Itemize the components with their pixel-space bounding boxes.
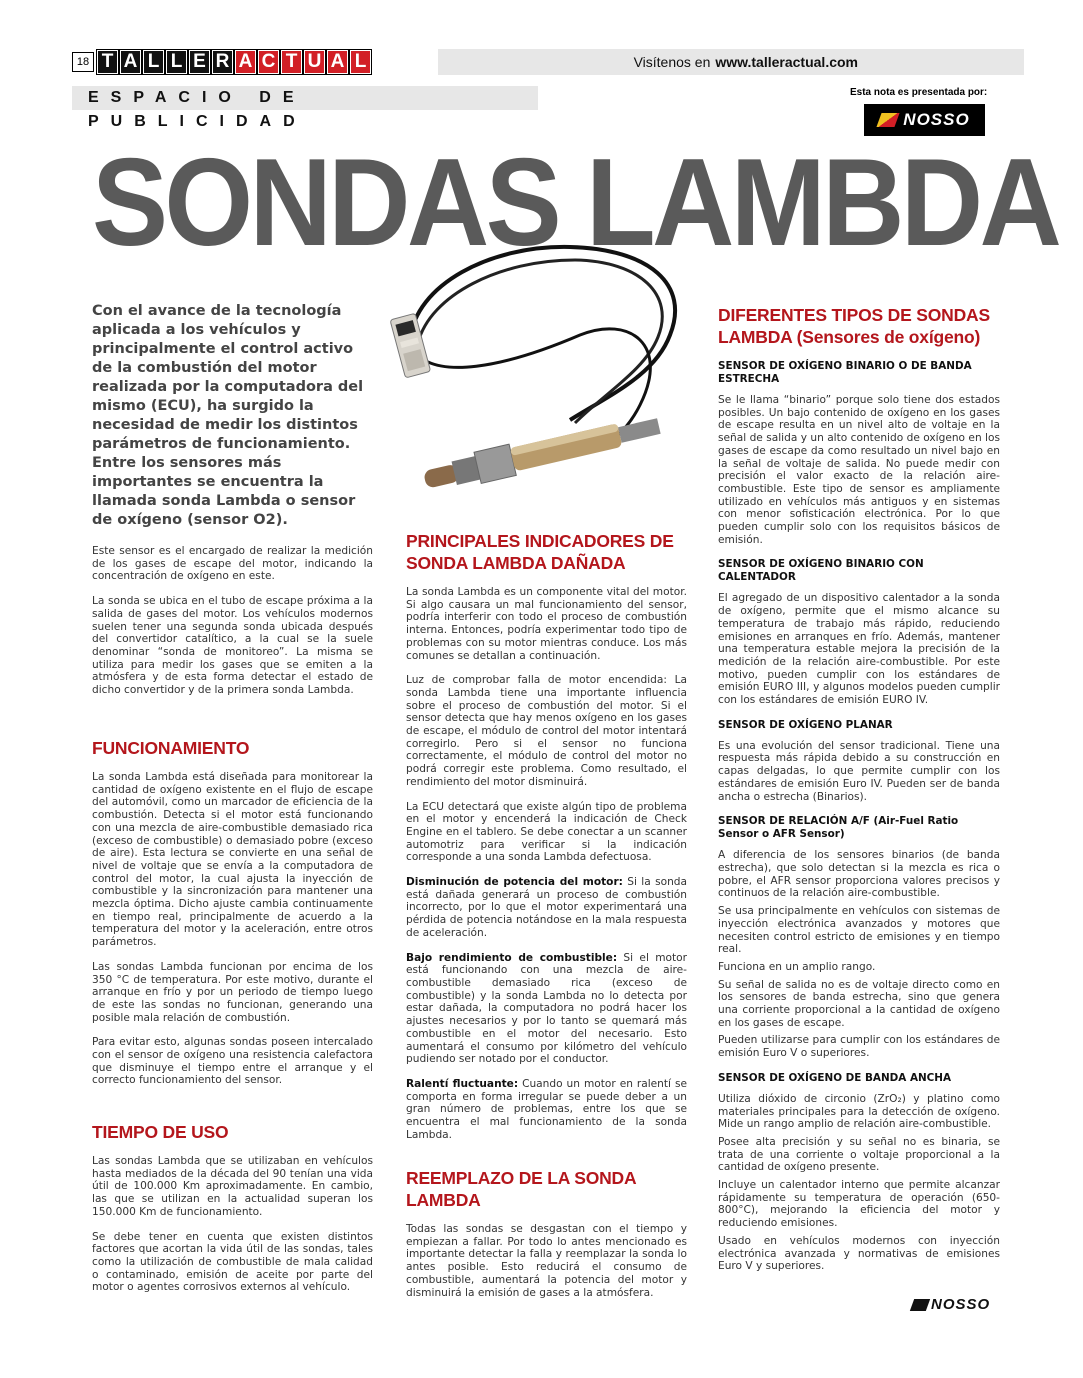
paragraph	[406, 952, 687, 1066]
paragraph: La ECU detectará que existe algún tipo de problema en el motor y encenderá la indicación de Check Engine en el tablero. Se debe conectar a un scanner automotriz para verificar si la indicación corresponde a una sonda Lambda defectuosa.	[406, 800, 687, 864]
paragraph	[406, 1078, 687, 1142]
nosso-mark-icon	[877, 113, 900, 127]
paragraph-text: Si el motor está funcionando con una mezcla de aire-combustible demasiado rica (exceso de combustible) y la sonda Lambda no lo detecta por estar dañada, la computadora no podrá hacer los ajustes necesarios y por lo tanto se quemará más combustible en el motor del necesario. Esto aumentará el consumo por kilómetro del vehículo pudiendo ser notado por el conductor.	[406, 951, 687, 1066]
paragraph: Se le llama “binario” porque solo tiene dos estados posibles. Un bajo contenido de oxígeno en los gases de escape resulta en un nivel alto de voltaje en la señal de salida y un alto contenido de oxígeno en los gases de escape da como resultado un nivel bajo en la señal de voltaje de salida. No puede medir con precisión el valor exacto de la relación aire-combustible. Este tipo de sensor es ampliamente utilizado en vehículos más antiguos y en sistemas con menor sofisticación electrónica. Por lo que pueden cumplir solo con los requisitos básicos de emisión.	[718, 394, 1000, 546]
paragraph: Funciona en un amplio rango.	[718, 960, 876, 973]
paragraph: Luz de comprobar falla de motor encendida: La sonda Lambda tiene una importante influencia sobre el proceso de combustión del motor. Si el sensor detecta que hay menos oxígeno en los gases de escape, el módulo de control del motor intentará corregirlo. Pero si el sensor no funciona correctamente, el módulo de control del motor no podrá corregir este problema. Como resultado, el rendimiento del motor disminuirá.	[406, 674, 687, 788]
paragraph: Incluye un calentador interno que permite alcanzar rápidamente su temperatura de operación (650-800°C), mejorando la eficiencia del motor y reduciendo emisiones.	[718, 1179, 1000, 1230]
paragraph-lead: Bajo rendimiento de combustible:	[406, 951, 618, 964]
sponsor-name: NOSSO	[903, 110, 970, 129]
paragraph: Las sondas Lambda funcionan por encima de los 350 °C de temperatura. Por este motivo, durante el arranque en frío y por un periodo de tiempo luego de este las sondas no funcionan, generando una posible mala relación de combustión.	[92, 960, 373, 1024]
brand-letter: U	[304, 50, 325, 74]
brand-letter: L	[166, 50, 187, 74]
brand-letter: A	[235, 50, 256, 74]
section-heading: TIEMPO DE USO	[92, 1122, 229, 1142]
paragraph: Se usa principalmente en vehículos con sistemas de inyección electrónica avanzados y motores que necesiten control estricto de emisiones y en tiempo real.	[718, 905, 1000, 956]
paragraph-lead: Ralentí fluctuante:	[406, 1077, 519, 1090]
paragraph: Para evitar esto, algunas sondas poseen intercalado con el sensor de oxígeno una resistencia calefactora que disminuye el tiempo entre el arranque y el correcto funcionamiento del sensor.	[92, 1036, 373, 1087]
page-number: 18	[72, 52, 94, 72]
brand-logo	[97, 50, 371, 74]
nosso-mark-icon	[910, 1299, 930, 1311]
paragraph-text: Si la sonda está dañada generará un proceso de combustión incorrecto, por lo que el motor experimentará una pérdida de potencia notándose en la mala respuesta de aceleración.	[406, 876, 687, 939]
subsection-heading: SENSOR DE OXÍGENO BINARIO CON CALENTADOR	[718, 558, 924, 584]
brand-letter: A	[120, 50, 141, 74]
paragraph: La sonda se ubica en el tubo de escape próxima a la salida de gases del motor. Los vehículos modernos suelen tener una segunda sonda ubicada después del convertidor catalítico, a la cual se la suele denominar “sonda de monitoreo”. La misma se utiliza para medir los gases que se emiten a la atmósfera y de esta forma detectar el estado de dicho convertidor y de la primera sonda Lambda.	[92, 595, 373, 697]
paragraph: Posee alta precisión y su señal no es binaria, se trata de una corriente o voltaje proporcional a la cantidad de oxígeno presente.	[718, 1135, 1000, 1174]
section-reemplazo	[406, 1167, 687, 1311]
paragraph: Utiliza dióxido de circonio (ZrO₂) y platino como materiales principales para la detección de oxígeno. Mide un rango amplio de relación aire-combustible.	[718, 1092, 1000, 1131]
section-funcionamiento	[92, 737, 373, 1099]
intro-text: Con el avance de la tecnología aplicada a los vehículos y principalmente el control activo de la combustión del motor realizada por la computadora del mismo (ECU), ha surgido la necesidad de medir los distintos parámetros de funcionamiento. Entre los sensores más importantes se encuentra la llamada sonda Lambda o sensor de oxígeno (sensor O2).	[92, 303, 364, 528]
brand-letter: C	[258, 50, 279, 74]
section-tipos	[718, 304, 1000, 1285]
article-title: SONDAS LAMBDA	[92, 134, 1059, 272]
brand-letter: L	[350, 50, 371, 74]
section-indicadores	[406, 530, 687, 1153]
paragraph	[406, 876, 687, 940]
paragraph: Este sensor es el encargado de realizar la medición de los gases de escape del motor, indicando la concentración de oxígeno en este.	[92, 545, 373, 583]
paragraph: El agregado de un dispositivo calentador a la sonda de oxígeno, permite que el mismo alcance su temperatura de trabajo más rápido, reduciendo emisiones en arranques en frío. Además, mantener una temperatura estable mejora la precisión de la medición de la relación aire-combustible. Por este motivo, pueden cumplir con los estándares de emisión EURO III, y algunos modelos pueden cumplir con los estándares de emisión EURO IV.	[718, 592, 1000, 707]
section-tiempo-de-uso	[92, 1121, 373, 1306]
section-heading: PRINCIPALES INDICADORES DE SONDA LAMBDA DAÑADA	[406, 531, 674, 573]
visit-url-link[interactable]: www.talleractual.com	[715, 54, 858, 70]
presented-by-label: Esta nota es presentada por:	[850, 87, 988, 98]
paragraph: Todas las sondas se desgastan con el tiempo y empiezan a fallar. Por todo lo antes mencionado es importante detectar la falla y reemplazar la sonda lo antes posible. Esto reducirá el consumo de combustible, aumentará la potencia del motor y disminuirá la emisión de gases a la atmósfera.	[406, 1223, 687, 1299]
paragraph-lead: Disminución de potencia del motor:	[406, 876, 623, 889]
subsection-heading: SENSOR DE OXÍGENO DE BANDA ANCHA	[718, 1071, 952, 1084]
section-heading: DIFERENTES TIPOS DE SONDAS LAMBDA (Sensores de oxígeno)	[718, 305, 990, 347]
subsection-heading: SENSOR DE OXÍGENO BINARIO O DE BANDA ESTRECHA	[718, 360, 972, 385]
section-label: ESPACIO DE PUBLICIDAD	[72, 86, 538, 110]
brand-letter: A	[327, 50, 348, 74]
column-1	[92, 545, 373, 709]
subsection-heading: SENSOR DE OXÍGENO PLANAR	[718, 718, 893, 731]
paragraph: Se debe tener en cuenta que existen distintos factores que acortan la vida útil de las sondas, tales como la utilización de combustible de mala calidad o contaminado, emisión de aceite por parte del motor o agentes corrosivos externos al vehículo.	[92, 1230, 373, 1294]
footer-logo-text: NOSSO	[931, 1296, 991, 1313]
paragraph: La sonda Lambda es un componente vital del motor. Si algo causara un mal funcionamiento del sensor, podría interferir con todo el proceso de combustión interna. Entonces, podría experimentar todo tipo de problemas con su motor mientras conduce. Los más comunes se detallan a continuación.	[406, 586, 687, 662]
footer-logo	[912, 1296, 990, 1313]
paragraph-text: Cuando un motor en ralentí se comporta en forma irregular se puede deber a un gran número de problemas, entre los que se encuentra el mal funcionamiento de la sonda Lambda.	[406, 1077, 687, 1141]
paragraph: Pueden utilizarse para cumplir con los estándares de emisión Euro V o superiores.	[718, 1034, 1000, 1060]
section-heading: REEMPLAZO DE LA SONDA LAMBDA	[406, 1168, 636, 1210]
paragraph: Las sondas Lambda que se utilizaban en vehículos hasta mediados de la década del 90 tenían una vida útil de 100.000 Km aproximadamente. En cambio, las que se utilizan en la actualidad superan los 150.000 Km de funcionamiento.	[92, 1155, 373, 1218]
brand-letter: T	[97, 50, 118, 74]
subsection-heading: SENSOR DE RELACIÓN A/F (Air-Fuel Ratio Sensor o AFR Sensor)	[718, 815, 959, 841]
visit-text: Visítenos en	[633, 54, 711, 70]
paragraph: Su señal de salida no es de voltaje directo como en los sensores de banda estrecha, sino que genera una corriente proporcional a la cantidad de oxígeno en los gases de escape.	[718, 978, 1000, 1029]
visit-bar	[438, 49, 1024, 75]
brand-letter: E	[189, 50, 210, 74]
paragraph: A diferencia de los sensores binarios (de banda estrecha), que solo detectan si la mezcla es rica o pobre, el AFR sensor proporciona valores precisos y continuos de la relación aire-combustible.	[718, 849, 1000, 900]
brand-letter: T	[281, 50, 302, 74]
section-heading: FUNCIONAMIENTO	[92, 738, 250, 758]
brand-letter: L	[143, 50, 164, 74]
paragraph: La sonda Lambda está diseñada para monitorear la cantidad de oxígeno existente en el flujo de escape del automóvil, como un marcador de eficiencia de la combustión. Detecta si el motor está funcionando con una mezcla de aire-combustible demasiado rica (exceso de combustible) o demasiado pobre (exceso de aire). Esta lectura se convierte en una señal de nivel de voltaje que se envía a la computadora de control del motor, la cual ajusta la inyección de combustible y la sincronización para mantener una mezcla óptima. Dicho ajuste cambia continuamente en tiempo real, principalmente de acuerdo a la temperatura del motor y la aceleración, entre otros parámetros.	[92, 771, 373, 949]
paragraph: Usado en vehículos modernos con inyección electrónica avanzada y normativas de emisiones Euro V y superiores.	[718, 1234, 1000, 1273]
brand-letter: R	[212, 50, 233, 74]
lambda-sensor-illustration	[370, 225, 700, 515]
paragraph: Es una evolución del sensor tradicional. Tiene una respuesta más rápida debido a su construcción en capas delgadas, lo que permite cumplir con los estándares de emisión Euro IV. Pueden ser de banda ancha o estrecha (Binarios).	[718, 739, 1000, 803]
